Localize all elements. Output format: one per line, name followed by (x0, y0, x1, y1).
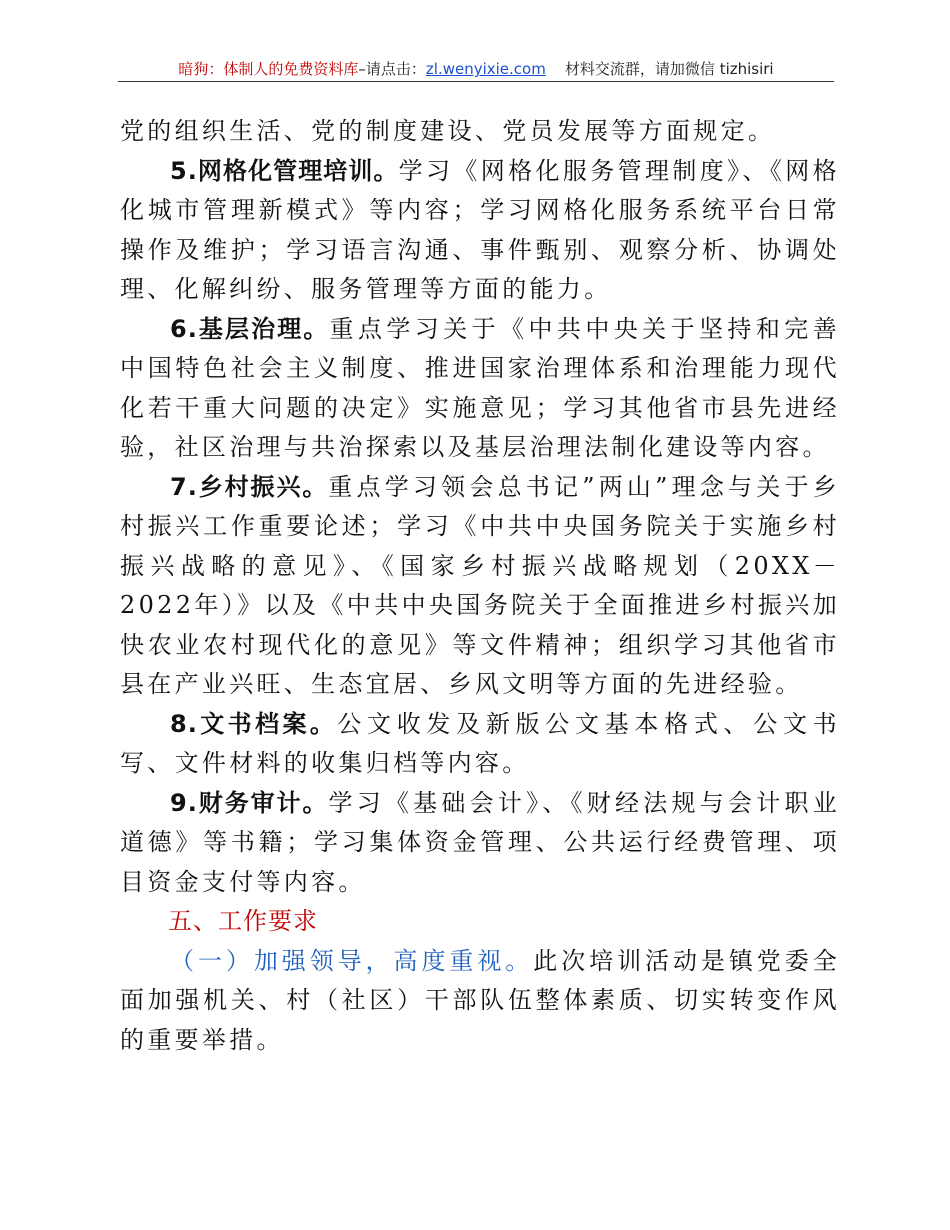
section-heading: 五、工作要求 (168, 907, 318, 935)
subsection-1-title: （一）加强领导，高度重视。 (170, 946, 534, 975)
paragraph-5-title: 5.网格化管理培训。 (170, 156, 399, 185)
header-site-name: 暗狗：体制人的免费资料库 (178, 60, 359, 78)
subsection-1 (120, 942, 840, 1061)
header-divider (118, 81, 834, 82)
paragraph-9-title: 9.财务审计。 (170, 788, 329, 817)
paragraph-7 (120, 468, 840, 705)
document-body (120, 112, 840, 1060)
paragraph-5-body: 学习《网格化服务管理制度》、《网格化城市管理新模式》等内容；学习网格化服务系统平台日常操作及维护；学习语言沟通、事件甄别、观察分析、协调处理、化解纠纷、服务管理等方面的能力。 (120, 156, 840, 303)
page-header (118, 58, 834, 79)
paragraph-9-body: 学习《基础会计》、《财经法规与会计职业道德》等书籍；学习集体资金管理、公共运行经费管理、项目资金支付等内容。 (120, 788, 840, 896)
header-link[interactable]: zl.wenyixie.com (425, 60, 546, 78)
paragraph-7-body: 重点学习领会总书记”两山”理念与关于乡村振兴工作重要论述；学习《中共中央国务院关于实施乡村振兴战略的意见》、《国家乡村振兴战略规划（20XX－2022年）》以及《中共中央国务院关于全面推进乡村振兴加快农业农村现代化的意见》等文件精神；组织学习其他省市县在产业兴旺、生态宜居、乡风文明等方面的先进经验。 (120, 472, 840, 698)
paragraph-continuation: 党的组织生活、党的制度建设、党员发展等方面规定。 (120, 117, 776, 145)
subsection-1-body: 此次培训活动是镇党委全面加强机关、村（社区）干部队伍整体素质、切实转变作风的重要举措。 (120, 946, 840, 1054)
paragraph-6-title: 6.基层治理。 (170, 314, 330, 343)
paragraph-7-title: 7.乡村振兴。 (170, 472, 329, 501)
paragraph-6 (120, 310, 840, 468)
paragraph-5 (120, 152, 840, 310)
header-click-prompt: –请点击： (358, 60, 426, 78)
header-contact: 材料交流群，请加微信 tizhisiri (564, 60, 774, 78)
paragraph-8-title: 8.文书档案。 (170, 709, 338, 738)
paragraph-9 (120, 784, 840, 903)
paragraph-8-body: 公文收发及新版公文基本格式、公文书写、文件材料的收集归档等内容。 (120, 709, 840, 777)
paragraph-6-body: 重点学习关于《中共中央关于坚持和完善中国特色社会主义制度、推进国家治理体系和治理能力现代化若干重大问题的决定》实施意见；学习其他省市县先进经验，社区治理与共治探索以及基层治理法制化建设等内容。 (120, 314, 840, 461)
paragraph-8 (120, 705, 840, 784)
